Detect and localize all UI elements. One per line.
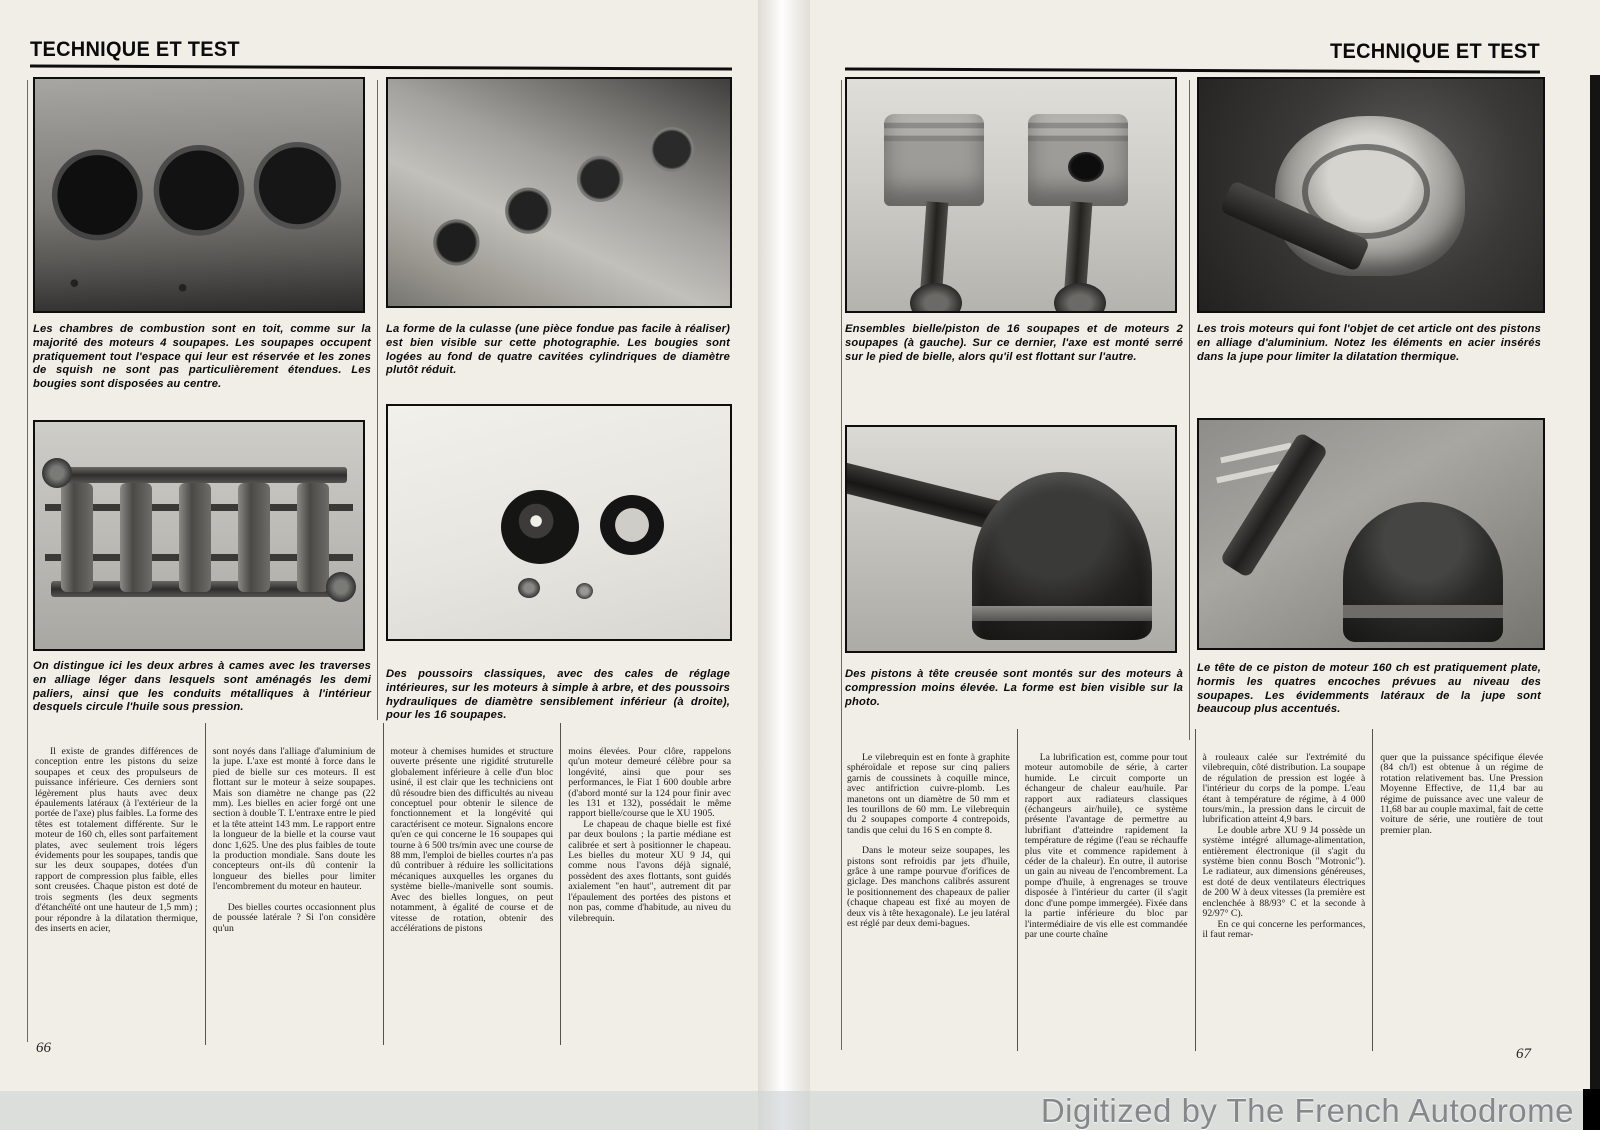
photo-camshafts [33,420,365,651]
photo-detail [1018,79,1149,311]
photo-detail [297,483,329,592]
photo-detail [1028,114,1128,206]
photo-detail [910,283,962,313]
text-column-2: sont noyés dans l'alliage d'aluminium de la jupe. L'axe est monté à force dans le pied de bielle sur ces moteurs. Il est flottant sur le moteur à seize soupapes. Mais son diamètre ne change pas (22 mm). Les bielles en acier forgé ont une section à double T. L'entraxe entre le pied et la tête atteint 143 mm. Le rapport entre la longueur de la bielle et la course vaut donc 1,625. Une des plus faibles de toute la production mondiale. Sans doute les concepteurs ont-ils dû contenir la longueur des bielles pour limiter l'encombrement du moteur en hauteur. Des bielles courtes occasionnent plus de poussée latérale ? Si l'on considère qu'un [205,723,383,1045]
photo-detail [42,458,72,488]
caption-flat-top-piston: Le tête de ce piston de moteur 160 ch est pratiquement plate, hormis les quatres encoches prévues au niveau des soupapes. Les évidemments latéraux de la jupe sont beaucoup plus accentués. [1197,662,1541,716]
caption-tappets: Des poussoirs classiques, avec des cales de réglage intérieures, sur les moteurs à simple à arbre, et des poussoirs hydrauliques de diamètre sensiblement inférieur (à droite), pour les 16 soupapes. [386,668,730,722]
section-header-right: TECHNIQUE ET TEST [1330,40,1540,63]
photo-detail [972,606,1152,621]
watermark-black-block [1583,1089,1600,1130]
caption-dished-piston: Des pistons à tête creusée sont montés sur des moteurs à compression moins élevée. La forme est bien visible sur la photo. [845,668,1183,708]
caption-aluminium-piston: Les trois moteurs qui font l'objet de cet article ont des pistons en alliage d'aluminium. Notez les éléments en acier insérés dans la jupe pour limiter la dilatation thermique. [1197,323,1541,363]
photo-detail [61,483,93,592]
text-column-6: La lubrification est, comme pour tout moteur automobile de série, à carter humide. Le circuit comporte un échangeur de chaleur eau/huile. Par rapport aux radiateurs classiques (échangeurs air/huile), ce système présente l'avantage de permettre au lubrifiant d'atteindre rapidement la température de régime (l'eau se réchauffe plus vite et commence rapidement à céder de la chaleur). En outre, il autorise un gain au niveau de l'encombrement. La pompe d'huile, à engrenages se trouve disposée à l'intérieur du carter (il s'agit donc d'une pompe immergée). Fixée dans la partie inférieure du bloc par l'intermédiaire de vis elle est commandée par une courte chaîne [1017,729,1195,1051]
text-column-5: Le vilebrequin est en fonte à graphite sphéroïdale et repose sur cinq paliers garnis de coussinets à coquille mince, avec antifriction cuivre-plomb. Les manetons ont un diamètre de 50 mm et les tourillons de 60 mm. Le vilebrequin du 2 soupapes comporte 4 contrepoids, tandis que celui du 16 S en compte 8. Dans le moteur seize soupapes, les pistons sont refroidis par jets d'huile, grâce à une rampe pourvue d'orifices de giclage. Des manchons calibrés assurent le positionnement des chapeaux de palier (chaque chapeau est fixé au moyen de deux vis à tête hexagonale). Le jeu latéral est réglé par deux demi-bagues. [847,752,1010,930]
right-page-center-rule [1189,80,1190,740]
photo-detail [501,490,579,564]
caption-camshafts: On distingue ici les deux arbres à cames avec les traverses en alliage léger dans lesquels sont aménagés les demi paliers, ainsi que les conduits métalliques à l'intérieur desquels circule l'huile sous pression. [33,660,371,714]
photo-detail [1343,605,1503,618]
caption-cylinder-head: La forme de la culasse (une pièce fondue pas facile à réaliser) est bien visible sur cette photographie. Les bougies sont logées au fond de quatre cavitées cylindriques de diamètre plutôt réduit. [386,323,730,377]
photo-dished-piston [845,425,1177,653]
photo-flat-top-piston [1197,418,1545,650]
caption-combustion-chambers: Les chambres de combustion sont en toit, comme sur la majorité des moteurs 4 soupapes. Les soupapes occupent pratiquement tout l'espace qui leur est réservée et les zones de squish ne sont pas particulièrement étendues. Les bougies sont disposées au centre. [33,323,371,391]
body-text-left [28,723,738,1045]
photo-detail [600,495,664,555]
header-rule-left [30,64,732,70]
photo-detail [326,572,356,602]
photo-detail [1068,152,1104,182]
photo-detail [238,483,270,592]
watermark-text: Digitized by The French Autodrome [1040,1091,1574,1129]
photo-detail [518,578,540,598]
text-column-3: moteur à chemises humides et structure ouverte présente une rigidité struturelle globalement inférieure à celle d'un bloc usiné, il est clair que les techniciens ont dû résoudre bien des difficultés au niveau conceptuel pour obtenir le silence de fonctionnement et la longévité qui caractérisent ce moteur. Signalons encore qu'en ce qui concerne le 16 soupapes qui tourne à 6 500 trs/min avec une course de 88 mm, l'emploi de bielles courtes n'a pas dû contribuer à réduire les sollicitations mécaniques auxquelles les organes du système bielle-/manivelle sont soumis. Avec des bielles longues, on peut notamment, à égalité de course et de vitesse de rotation, obtenir des accélérations de pistons [383,723,561,1045]
text-column-4: moins élevées. Pour clôre, rappelons qu'un moteur demeuré célèbre pour sa longévité, ainsi que pour ses performances, le Fiat 1 600 double arbre (d'abord monté sur la 124 pour finir avec les 131 et 132), possédait le même rapport bielle/course que le XU 1905. Le chapeau de chaque bielle est fixé par deux boulons ; la partie médiane est calibrée et sert à positionner le chapeau. Les bielles du moteur XU 9 J4, qui comme nous l'avons déjà signalé, possèdent des axes flottants, sont guidés axialement "en haut", autrement dit par l'épaulement des portées des pistons et non pas, comme d'habitude, au niveu du vilebrequin. [560,723,738,1045]
photo-detail [120,483,152,592]
page-gutter [758,0,810,1130]
photo-cylinder-head [386,77,732,308]
photo-detail [51,467,346,483]
text-column-8: quer que la puissance spécifique élevée (84 ch/l) est obtenue à un régime de rotation relativement bas. Une Pression Moyenne Effective, de 11,4 bar au régime de puissance avec une valeur de 11,68 bar au couple maximal, fait de cette voiture de série, une routière de tout premier plan. [1372,729,1550,1051]
photo-detail [884,114,984,206]
photo-tappets [386,404,732,641]
caption-piston-rod-assemblies: Ensembles bielle/piston de 16 soupapes et de moteurs 2 soupapes (à gauche). Sur ce dernier, l'axe est monté serré sur le pied de bielle, alors qu'il est flottant sur l'autre. [845,323,1183,363]
photo-combustion-chambers [33,77,365,313]
scan-edge-strip [1590,75,1600,1092]
photo-detail [873,79,1004,311]
page-number-left: 66 [36,1040,51,1056]
photo-detail [179,483,211,592]
text-column-7: à rouleaux calée sur l'extrémité du vilebrequin, côté distribution. La soupape de régulation de pression est logée à l'intérieur du corps de la pompe. L'eau étant à température de régime, à 4 000 tours/min., la pression dans le circuit de lubrification atteint 4,9 bars. Le double arbre XU 9 J4 possède un système intégré allumage-alimentation, entièrement électronique (il s'agit du système bien connu Bosch "Motronic"). Le radiateur, aux dimensions généreuses, est doté de deux ventilateurs électriques de 200 W à deux vitesses (la première est enclenchée à 88/93° C et la seconde à 92/97° C). En ce qui concerne les performances, il faut remar- [1195,729,1373,1051]
page-number-right: 67 [1516,1046,1531,1062]
photo-detail [576,583,593,599]
photo-piston-rod-assemblies [845,77,1177,313]
photo-detail [1343,502,1503,642]
section-header-left: TECHNIQUE ET TEST [30,38,240,61]
photo-aluminium-piston [1197,77,1545,313]
watermark-band [0,1091,1600,1130]
body-text-right [840,729,1550,1051]
photo-detail [1054,283,1106,313]
left-page-center-rule [377,80,378,720]
text-column-1: Il existe de grandes différences de conception entre les pistons du seize soupapes et ceux des propulseurs de puissance inférieure. Ces derniers sont légèrement plus hauts avec deux épaulements latéraux (à l'extérieur de la portée de l'axe) plus faibles. La forme des têtes est totalement différente. Sur le moteur de 160 ch, elles sont parfaitement plates, avec seulement trois légers évidements pour les soupapes, tandis que sur les deux soupapes, dotées d'un rapport de compression plus faible, elles sont creusées. Chaque piston est doté de trois segments (les deux segments d'étanchéïté ont une hauteur de 1,5 mm) ; pour répondre à la dilatation thermique, des inserts en acier, [35,746,198,934]
header-rule-right [845,67,1540,73]
